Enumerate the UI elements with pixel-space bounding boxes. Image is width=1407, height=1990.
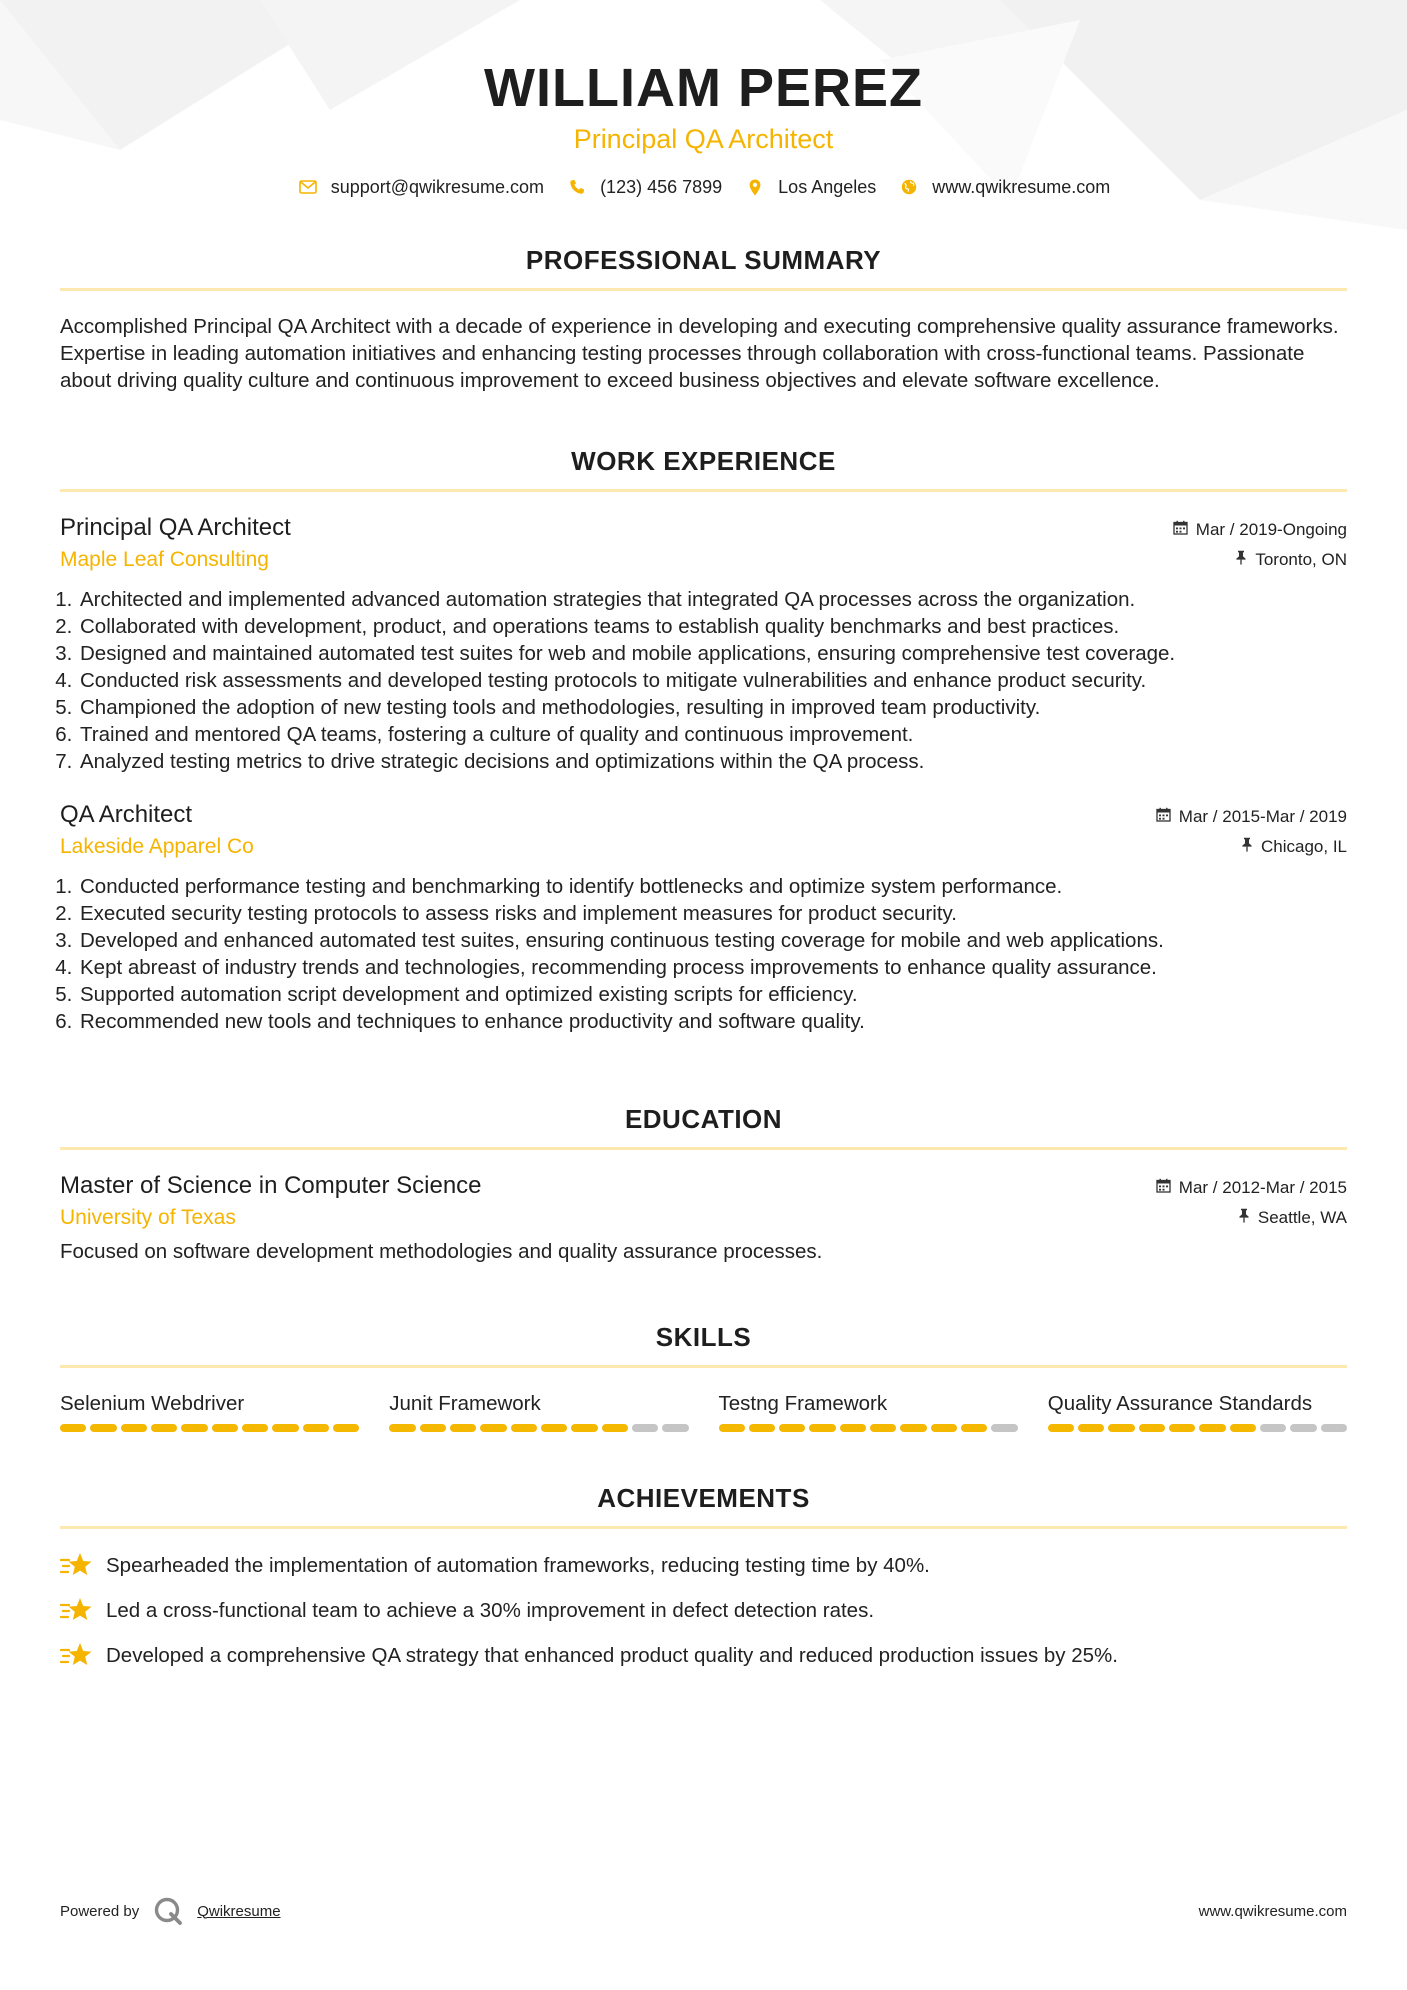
skill-bar-segment	[1290, 1424, 1316, 1432]
section-divider	[60, 1526, 1347, 1529]
skill-bar-segment	[602, 1424, 628, 1432]
bullet-item: 3. Developed and enhanced automated test suites, ensuring continuous testing coverage for mobile and web applications.	[78, 927, 1347, 954]
qwikresume-logo-icon	[153, 1896, 183, 1926]
contact-phone[interactable]	[566, 176, 722, 198]
bullet-item: 6. Recommended new tools and techniques to enhance productivity and software quality.	[78, 1008, 1347, 1035]
skills-section	[60, 1321, 1347, 1432]
contact-location	[744, 176, 876, 198]
star-icon	[60, 1641, 92, 1669]
job-date-text: Mar / 2019-Ongoing	[1195, 520, 1347, 539]
bullet-item: 7. Analyzed testing metrics to drive strategic decisions and optimizations within the QA process.	[78, 748, 1347, 775]
education-entry	[60, 1172, 1347, 1265]
skill-level-bar	[60, 1424, 359, 1432]
bullet-item: 1. Architected and implemented advanced automation strategies that integrated QA processes across the organization.	[78, 586, 1347, 613]
job-date-text: Mar / 2015-Mar / 2019	[1178, 807, 1347, 826]
skill-bar-segment	[212, 1424, 238, 1432]
skill-bar-segment	[333, 1424, 359, 1432]
pushpin-icon	[1241, 837, 1253, 857]
location-text: Los Angeles	[778, 176, 877, 197]
skill-bar-segment	[809, 1424, 835, 1432]
powered-by	[60, 1896, 281, 1926]
education-date	[1156, 1178, 1347, 1198]
qwikresume-link[interactable]: Qwikresume	[197, 1902, 281, 1920]
achievement-item	[60, 1596, 1347, 1624]
bullet-item: 2. Executed security testing protocols to assess risks and implement measures for product security.	[78, 900, 1347, 927]
company-name: Maple Leaf Consulting	[60, 548, 269, 571]
bullet-item: 5. Supported automation script development and optimized existing scripts for efficiency.	[78, 981, 1347, 1008]
phone-icon	[566, 176, 588, 198]
section-divider	[60, 1147, 1347, 1150]
pushpin-icon	[1238, 1208, 1250, 1228]
skill-bar-segment	[450, 1424, 476, 1432]
skill-bar-segment	[1048, 1424, 1074, 1432]
email-text: support@qwikresume.com	[330, 176, 545, 197]
skill-bar-segment	[662, 1424, 688, 1432]
bullet-item: 3. Designed and maintained automated test suites for web and mobile applications, ensuring comprehensive test coverage.	[78, 640, 1347, 667]
summary-section	[60, 244, 1347, 394]
achievement-text: Spearheaded the implementation of automation frameworks, reducing testing time by 40%.	[106, 1553, 930, 1577]
education-date-text: Mar / 2012-Mar / 2015	[1178, 1178, 1347, 1197]
map-pin-icon	[744, 176, 766, 198]
company-name: Lakeside Apparel Co	[60, 835, 254, 858]
job-date	[1173, 520, 1347, 540]
contact-row	[60, 176, 1347, 198]
skill-bar-segment	[1199, 1424, 1225, 1432]
skill-name: Testng Framework	[718, 1392, 888, 1415]
skill-item	[389, 1390, 688, 1432]
skill-name: Quality Assurance Standards	[1047, 1392, 1313, 1415]
skill-bar-segment	[1078, 1424, 1104, 1432]
phone-text: (123) 456 7899	[600, 176, 723, 197]
experience-title: WORK EXPERIENCE	[571, 446, 836, 476]
education-description: Focused on software development methodologies and quality assurance processes.	[60, 1240, 823, 1263]
skill-level-bar	[389, 1424, 688, 1432]
contact-website[interactable]	[898, 176, 1110, 198]
education-section	[60, 1103, 1347, 1265]
skill-item	[719, 1390, 1018, 1432]
section-divider	[60, 1365, 1347, 1368]
skill-bar-segment	[991, 1424, 1017, 1432]
education-location	[1238, 1208, 1347, 1228]
skill-name: Selenium Webdriver	[60, 1392, 245, 1415]
job-date	[1156, 807, 1347, 827]
skill-bar-segment	[511, 1424, 537, 1432]
summary-text: Accomplished Principal QA Architect with a decade of experience in developing and executing comprehensive quality assurance frameworks. Expertise in leading automation initiatives and enhancing testing processes through collaboration with cross-functional teams. Passionate about driving quality culture and continuous improvement to exceed business objectives and elevate software excellence.	[60, 315, 1339, 392]
skill-bar-segment	[389, 1424, 415, 1432]
star-icon	[60, 1551, 92, 1579]
skill-level-bar	[1048, 1424, 1347, 1432]
skill-bar-segment	[60, 1424, 86, 1432]
skill-bar-segment	[272, 1424, 298, 1432]
achievements-section	[60, 1482, 1347, 1669]
skill-bar-segment	[480, 1424, 506, 1432]
skill-bar-segment	[632, 1424, 658, 1432]
achievement-text: Developed a comprehensive QA strategy that enhanced product quality and reduced production issues by 25%.	[106, 1643, 1118, 1667]
calendar-icon	[1156, 807, 1171, 827]
achievement-item	[60, 1551, 1347, 1579]
calendar-icon	[1173, 520, 1188, 540]
achievement-item	[60, 1641, 1347, 1669]
skill-bar-segment	[121, 1424, 147, 1432]
skill-bar-segment	[779, 1424, 805, 1432]
summary-title: PROFESSIONAL SUMMARY	[525, 245, 882, 275]
section-divider	[60, 489, 1347, 492]
bullet-item: 1. Conducted performance testing and benchmarking to identify bottlenecks and optimize system performance.	[78, 873, 1347, 900]
skill-bar-segment	[541, 1424, 567, 1432]
skill-bar-segment	[181, 1424, 207, 1432]
bullet-item: 5. Championed the adoption of new testing tools and methodologies, resulting in improved team productivity.	[78, 694, 1347, 721]
skill-bar-segment	[90, 1424, 116, 1432]
skill-bar-segment	[719, 1424, 745, 1432]
skill-bar-segment	[1169, 1424, 1195, 1432]
skill-bar-segment	[1108, 1424, 1134, 1432]
section-divider	[60, 288, 1347, 291]
skill-bar-segment	[420, 1424, 446, 1432]
candidate-role: Principal QA Architect	[573, 124, 834, 154]
calendar-icon	[1156, 1178, 1171, 1198]
skill-bar-segment	[840, 1424, 866, 1432]
education-title: EDUCATION	[624, 1104, 783, 1134]
job-bullets	[60, 873, 1347, 1035]
contact-email[interactable]	[297, 176, 544, 198]
skill-bar-segment	[242, 1424, 268, 1432]
website-text: www.qwikresume.com	[932, 176, 1111, 197]
skill-item	[60, 1390, 359, 1432]
skill-bar-segment	[1321, 1424, 1347, 1432]
job-title: Principal QA Architect	[60, 514, 291, 541]
bullet-item: 4. Conducted risk assessments and developed testing protocols to mitigate vulnerabilities and enhance product security.	[78, 667, 1347, 694]
job-bullets	[60, 586, 1347, 775]
star-icon	[60, 1596, 92, 1624]
globe-icon	[898, 176, 920, 198]
achievements-title: ACHIEVEMENTS	[597, 1483, 810, 1513]
pushpin-icon	[1235, 550, 1247, 570]
skill-bar-segment	[1230, 1424, 1256, 1432]
bullet-item: 6. Trained and mentored QA teams, fostering a culture of quality and continuous improvement.	[78, 721, 1347, 748]
candidate-name: WILLIAM PEREZ	[484, 58, 923, 118]
job-location	[1241, 837, 1347, 857]
job-location-text: Toronto, ON	[1255, 550, 1347, 569]
skill-bar-segment	[749, 1424, 775, 1432]
job-location-text: Chicago, IL	[1261, 837, 1347, 856]
school-name: University of Texas	[60, 1206, 236, 1229]
skill-bar-segment	[151, 1424, 177, 1432]
powered-by-label: Powered by	[60, 1902, 140, 1920]
education-location-text: Seattle, WA	[1257, 1208, 1347, 1227]
page-footer	[60, 1896, 1347, 1926]
bullet-item: 4. Kept abreast of industry trends and technologies, recommending process improvements to enhance quality assurance.	[78, 954, 1347, 981]
skill-bar-segment	[870, 1424, 896, 1432]
skill-bar-segment	[1139, 1424, 1165, 1432]
skill-bar-segment	[1260, 1424, 1286, 1432]
skill-bar-segment	[961, 1424, 987, 1432]
skill-item	[1048, 1390, 1347, 1432]
skill-bar-segment	[931, 1424, 957, 1432]
skill-level-bar	[719, 1424, 1018, 1432]
experience-section	[60, 445, 1347, 1035]
job-entry	[60, 801, 1347, 1035]
envelope-icon	[297, 176, 319, 198]
achievement-text: Led a cross-functional team to achieve a 30% improvement in defect detection rates.	[106, 1598, 875, 1622]
skill-name: Junit Framework	[389, 1392, 541, 1415]
job-title: QA Architect	[60, 801, 193, 828]
job-location	[1235, 550, 1347, 570]
skill-bar-segment	[303, 1424, 329, 1432]
degree-title: Master of Science in Computer Science	[60, 1172, 482, 1199]
achievements-list	[60, 1551, 1347, 1669]
job-entry	[60, 514, 1347, 775]
resume-header	[60, 0, 1347, 198]
skill-bar-segment	[571, 1424, 597, 1432]
skills-title: SKILLS	[655, 1322, 752, 1352]
footer-website[interactable]: www.qwikresume.com	[1198, 1902, 1347, 1920]
bullet-item: 2. Collaborated with development, product, and operations teams to establish quality benchmarks and best practices.	[78, 613, 1347, 640]
skills-grid	[60, 1390, 1347, 1432]
skill-bar-segment	[900, 1424, 926, 1432]
